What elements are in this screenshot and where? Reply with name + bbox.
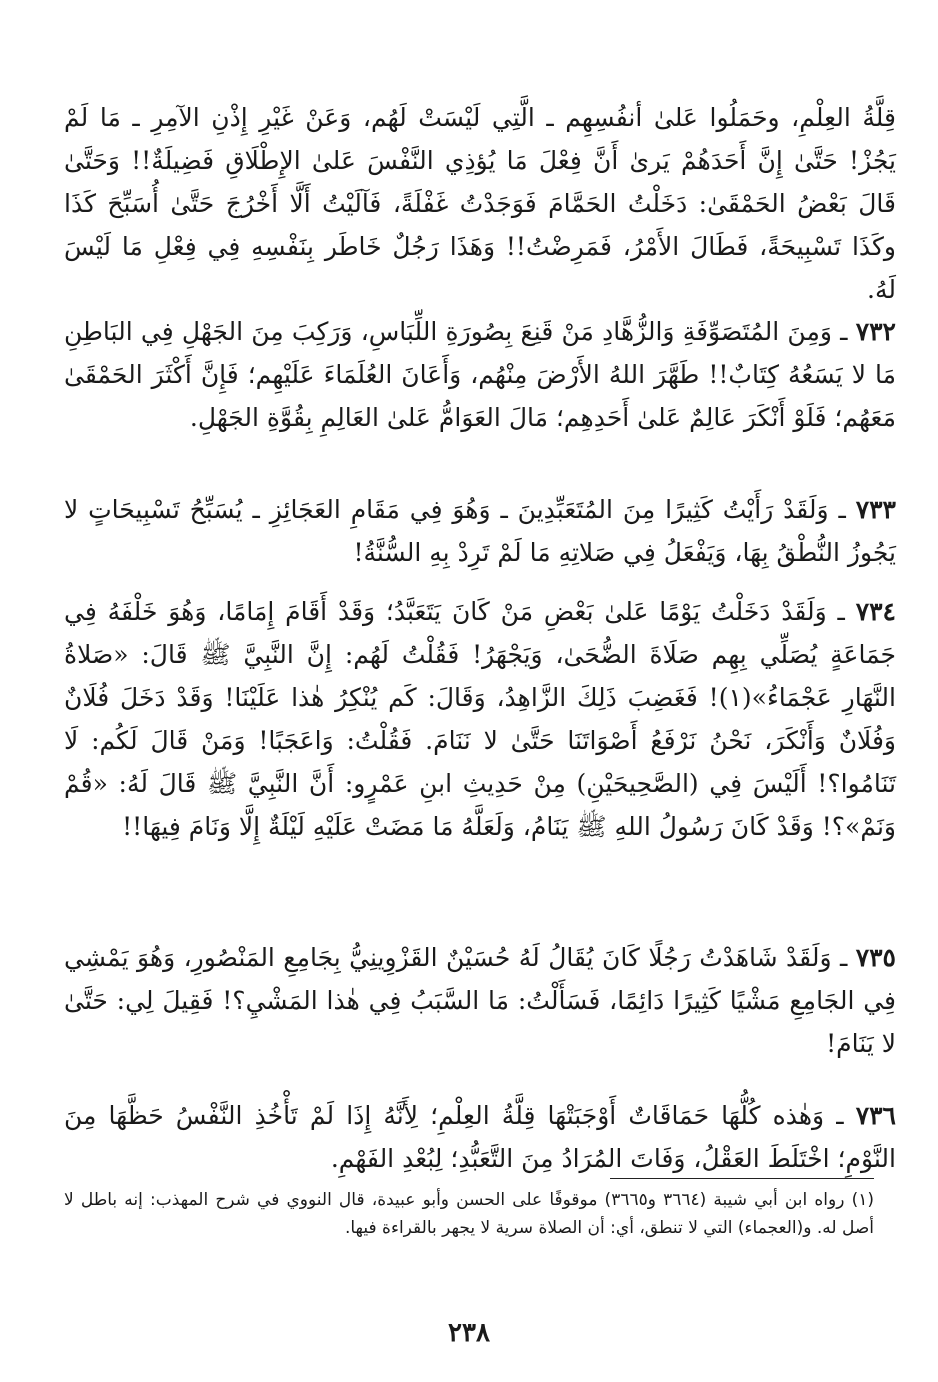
page-number: ٢٣٨ (448, 1318, 490, 1348)
paragraph-text: وَلَقَدْ شَاهَدْتُ رَجُلًا كَانَ يُقَالُ لَهُ حُسَيْنٌ القَزْوِينِيُّ بِجَامِعِ المَنْصُورِ، وَهُوَ يَمْشِي فِي الجَامِعِ مَشْيًا كَثِيرًا دَائِمًا، فَسَأَلْتُ: مَا السَّبَبُ فِي هٰذا المَشْيِ؟! فَقِيلَ لِي: حَتَّىٰ لا يَنَامَ! (64, 943, 896, 1058)
paragraph-text: قِلَّةُ العِلْمِ، وحَمَلُوا عَلىٰ أنفُسِهِم ـ الَّتِي لَيْسَتْ لَهُم، وَعَنْ غَيْرِ إِذْنِ الآمِرِ ـ مَا لَمْ يَجُزْ! حَتَّىٰ إِنَّ أَحَدَهُمْ يَرىٰ أَنَّ فِعْلَ مَا يُؤذِي النَّفْسَ عَلىٰ الإِطْلَاقِ فَضِيلَةٌ!! وَحَتَّىٰ قَالَ بَعْضُ الحَمْقَىٰ: دَخَلْتُ الحَمَّامَ فَوَجَدْتُ غَفْلَةً، فَآلَيْتُ أَلَّا أَخْرُجَ حَتَّىٰ أُسَبِّحَ كَذَا وكَذَا تَسْبِيحَةً، فَطَالَ الأَمْرُ، فَمَرِضْتُ!! وَهَذَا رَجُلٌ خَاطَر بِنَفْسِهِ فِي فِعْلِ مَا لَيْسَ لَهُ. (64, 103, 896, 304)
paragraph-number: ٧٣٦ (855, 1101, 896, 1130)
paragraph-text: وَهٰذه كُلُّهَا حَمَاقَاتٌ أَوْجَبَتْهَا قِلَّةُ العِلْمِ؛ لِأَنَّهُ إِذَا لَمْ تَأْخُذِ النَّفْسُ حَظَّهَا مِنَ النَّوْمِ؛ اخْتَلَطَ العَقْلُ، وَفَاتَ المُرَادُ مِنَ التَّعَبُّدِ؛ لِبُعْدِ الفَهْمِ. (64, 1101, 896, 1173)
paragraph-number: ٧٣٣ (855, 495, 896, 524)
paragraph-733: ٧٣٣ ـ وَلَقَدْ رَأَيْتُ كَثِيرًا مِنَ المُتَعَبِّدِينَ ـ وَهُوَ فِي مَقَامِ العَجَائِزِ ـ يُسَبِّحُ تَسْبِيحَاتٍ لا يَجُوزُ النُّطْقُ بِهَا، وَيَفْعَلُ فِي صَلاتِهِ مَا لَمْ تَرِدْ بِهِ السُّنَّةُ! (64, 495, 896, 567)
page-body (64, 96, 896, 1184)
paragraph-732: ٧٣٢ ـ وَمِنَ المُتَصَوِّفَةِ وَالزُّهَّادِ مَنْ قَنِعَ بِصُورَةِ اللِّبَاسِ، وَرَكِبَ مِنَ الجَهْلِ فِي البَاطِنِ مَا لا يَسَعُهُ كِتَابٌ!! طَهَّرَ اللهُ الأَرْضَ مِنْهُم، وَأَعَانَ العُلَمَاءَ عَلَيْهِم؛ فَإِنَّ أَكْثَرَ الحَمْقَىٰ مَعَهُم؛ فَلَوْ أَنْكَرَ عَالِمٌ عَلىٰ أَحَدِهِم؛ مَالَ العَوَامُّ عَلىٰ العَالِمِ بِقُوَّةِ الجَهْلِ. (64, 317, 896, 432)
footnote-divider (610, 1178, 874, 1179)
paragraph-number: ٧٣٢ (855, 317, 896, 346)
paragraph-text: وَلَقَدْ دَخَلْتُ يَوْمًا عَلىٰ بَعْضِ مَنْ كَانَ يَتَعَبَّدُ؛ وَقَدْ أَقَامَ إِمَامًا، وَهُوَ خَلْفَهُ فِي جَمَاعَةٍ يُصَلِّي بِهِم صَلَاةَ الضُّحَىٰ، وَيَجْهَرُ! فَقُلْتُ لَهُم: إِنَّ النَّبِيَّ ﷺ قَالَ: «صَلاةُ النَّهَارِ عَجْمَاءُ»(١)! فَغَضِبَ ذَلِكَ الزَّاهِدُ، وَقَالَ: كَم يُنْكِرُ هٰذا عَلَيْنَا! وَقَدْ دَخَلَ فُلَانٌ وَفُلَانٌ وَأَنْكَرَ، نَحْنُ نَرْفَعُ أَصْوَاتَنَا حَتَّىٰ لا نَنَامَ. فَقُلْتُ: وَاعَجَبًا! وَمَنْ قَالَ لَكُم: لَا تَنَامُوا؟! أَلَيْسَ فِي (الصَّحِيحَيْنِ) مِنْ حَدِيثِ ابنِ عَمْرٍو: أَنَّ النَّبِيَّ ﷺ قَالَ لَهُ: «قُمْ وَنَمْ»؟! وَقَدْ كَانَ رَسُولُ اللهِ ﷺ يَنَامُ، وَلَعَلَّهُ مَا مَضَتْ عَلَيْهِ لَيْلَةٌ إِلَّا وَنَامَ فِيهَا!! (64, 597, 896, 841)
paragraph-735: ٧٣٥ ـ وَلَقَدْ شَاهَدْتُ رَجُلًا كَانَ يُقَالُ لَهُ حُسَيْنٌ القَزْوِينِيُّ بِجَامِعِ المَنْصُورِ، وَهُوَ يَمْشِي فِي الجَامِعِ مَشْيًا كَثِيرًا دَائِمًا، فَسَأَلْتُ: مَا السَّبَبُ فِي هٰذا المَشْيِ؟! فَقِيلَ لِي: حَتَّىٰ لا يَنَامَ! (64, 943, 896, 1058)
paragraph-text: وَلَقَدْ رَأَيْتُ كَثِيرًا مِنَ المُتَعَبِّدِينَ ـ وَهُوَ فِي مَقَامِ العَجَائِزِ ـ يُسَبِّحُ تَسْبِيحَاتٍ لا يَجُوزُ النُّطْقُ بِهَا، وَيَفْعَلُ فِي صَلاتِهِ مَا لَمْ تَرِدْ بِهِ السُّنَّةُ! (64, 495, 896, 567)
paragraph-736: ٧٣٦ ـ وَهٰذه كُلُّهَا حَمَاقَاتٌ أَوْجَبَتْهَا قِلَّةُ العِلْمِ؛ لِأَنَّهُ إِذَا لَمْ تَأْخُذِ النَّفْسُ حَظَّهَا مِنَ النَّوْمِ؛ اخْتَلَطَ العَقْلُ، وَفَاتَ المُرَادُ مِنَ التَّعَبُّدِ؛ لِبُعْدِ الفَهْمِ. (64, 1101, 896, 1173)
paragraph-734: ٧٣٤ ـ وَلَقَدْ دَخَلْتُ يَوْمًا عَلىٰ بَعْضِ مَنْ كَانَ يَتَعَبَّدُ؛ وَقَدْ أَقَامَ إِمَامًا، وَهُوَ خَلْفَهُ فِي جَمَاعَةٍ يُصَلِّي بِهِم صَلَاةَ الضُّحَىٰ، وَيَجْهَرُ! فَقُلْتُ لَهُم: إِنَّ النَّبِيَّ ﷺ قَالَ: «صَلاةُ النَّهَارِ عَجْمَاءُ»(١)! فَغَضِبَ ذَلِكَ الزَّاهِدُ، وَقَالَ: كَم يُنْكِرُ هٰذا عَلَيْنَا! وَقَدْ دَخَلَ فُلَانٌ وَفُلَانٌ وَأَنْكَرَ، نَحْنُ نَرْفَعُ أَصْوَاتَنَا حَتَّىٰ لا نَنَامَ. فَقُلْتُ: وَاعَجَبًا! وَمَنْ قَالَ لَكُم: لَا تَنَامُوا؟! أَلَيْسَ فِي (الصَّحِيحَيْنِ) مِنْ حَدِيثِ ابنِ عَمْرٍو: أَنَّ النَّبِيَّ ﷺ قَالَ لَهُ: «قُمْ وَنَمْ»؟! وَقَدْ كَانَ رَسُولُ اللهِ ﷺ يَنَامُ، وَلَعَلَّهُ مَا مَضَتْ عَلَيْهِ لَيْلَةٌ إِلَّا وَنَامَ فِيهَا!! (64, 597, 896, 841)
paragraph-number: ٧٣٤ (855, 597, 896, 626)
paragraph-continuation (64, 96, 896, 304)
paragraph-number: ٧٣٥ (855, 943, 896, 972)
footnote: (١) رواه ابن أبي شيبة (٣٦٦٤ و٣٦٦٥) موقوفًا على الحسن وأبو عبيدة، قال النووي في شرح المهذب: إنه باطل لا أصل له. و(العجماء) التي لا تنطق، أي: أن الصلاة سرية لا يجهر بالقراءة فيها. (64, 1190, 874, 1238)
paragraph-text: وَمِنَ المُتَصَوِّفَةِ وَالزُّهَّادِ مَنْ قَنِعَ بِصُورَةِ اللِّبَاسِ، وَرَكِبَ مِنَ الجَهْلِ فِي البَاطِنِ مَا لا يَسَعُهُ كِتَابٌ!! طَهَّرَ اللهُ الأَرْضَ مِنْهُم، وَأَعَانَ العُلَمَاءَ عَلَيْهِم؛ فَإِنَّ أَكْثَرَ الحَمْقَىٰ مَعَهُم؛ فَلَوْ أَنْكَرَ عَالِمٌ عَلىٰ أَحَدِهِم؛ مَالَ العَوَامُّ عَلىٰ العَالِمِ بِقُوَّةِ الجَهْلِ. (64, 317, 896, 432)
